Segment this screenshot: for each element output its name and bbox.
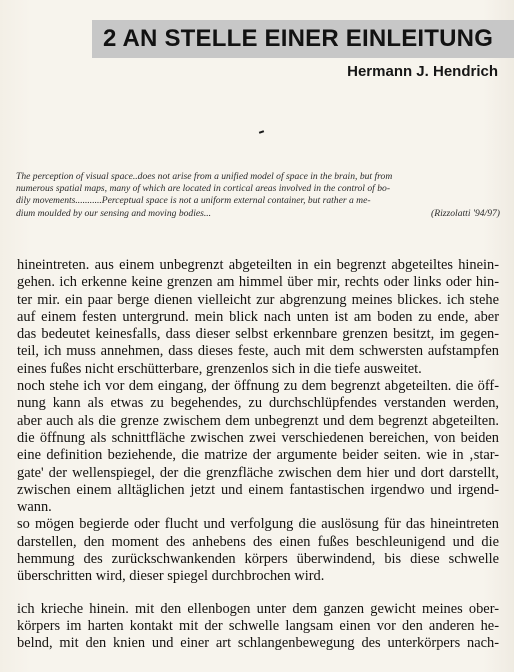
text-line: so mögen begierde oder flucht und verfolgung die auslösung für das hineintreten xyxy=(17,516,499,533)
printed-tick-mark xyxy=(259,130,264,134)
paragraph-2 xyxy=(17,378,499,516)
text-line: körpers im harten kontakt mit der schwelle langsam einen vor den anderen he- xyxy=(17,617,499,634)
quote-line: dily movements...........Perceptual space is not a uniform external container, but rather a me- xyxy=(16,195,371,207)
paragraph-1 xyxy=(17,257,499,378)
quote-line: numerous spatial maps, many of which are located in cortical areas involved in the control of bo- xyxy=(16,183,391,195)
paragraph-3 xyxy=(17,516,499,585)
quote-line: dium moulded by our sensing and moving bodies... xyxy=(16,207,212,219)
text-line: belnd, mit den knien und einer art schlangenbewegung des unterkörpers nach- xyxy=(17,635,499,652)
author-name: Hermann J. Hendrich xyxy=(347,63,498,80)
paragraph-spacer xyxy=(17,586,499,601)
text-line: auf einem festen untergrund. mein blick nach unten ist am boden zu ende, aber xyxy=(17,308,499,325)
quote-line: The perception of visual space..does not arise from a unified model of space in the brain, but from xyxy=(16,171,393,182)
text-line: die öffnung als schnittfläche zwischen zwei verschiedenen bereichen, von beiden xyxy=(17,429,499,446)
text-line: das bedeutet keinesfalls, dass dieser selbst erkennbare grenzen besitzt, im gegen- xyxy=(17,326,499,343)
text-line: darstellen, den moment des anhebens des einen fußes beschleunigend und die xyxy=(17,533,499,550)
epigraph-quote xyxy=(16,171,500,220)
paragraph-4 xyxy=(17,601,499,653)
text-line: teil, ich muss annehmen, dass dieses feste, auch mit dem schwersten aufstampfen xyxy=(17,343,499,360)
text-line: hineintreten. aus einem unbegrenzt abgeteilten in ein begrenzt abgeteiltes hinein- xyxy=(17,257,499,273)
body-text xyxy=(17,257,499,653)
text-line: ich krieche hinein. mit den ellenbogen unter dem ganzen gewicht meines ober- xyxy=(17,600,499,617)
text-line: nung kann als etwas zu begehendes, zu durchschlüpfendes verstanden werden, xyxy=(17,395,499,412)
text-line: eines fußes nicht erschütterbare, grenzenlos sich in die tiefe ausweitet. xyxy=(17,360,422,377)
text-line: gate' der wellenspiegel, der die grenzfläche zwischen dem hier und dort darstellt, xyxy=(17,464,499,481)
text-line: gehen. ich erkenne keine grenzen am himmel über mir, rechts oder links oder hin- xyxy=(17,274,499,291)
text-line: ter mir. ein paar berge dienen vielleicht zur abgrenzung meines blickes. ich stehe xyxy=(17,291,499,308)
text-line: aber auch als die grenze zwischem dem unbegrenzt und dem begrenzt abgeteilten. xyxy=(17,412,499,429)
quote-source: (Rizzolatti '94/97) xyxy=(431,207,500,219)
text-line: hemmung des zurückschwankenden körpers überwindend, bis diese schwelle xyxy=(17,551,499,568)
text-line: überschritten wird, dieser spiegel durchbrochen wird. xyxy=(17,568,325,585)
text-line: zwischen einem alltäglichen jetzt und einem fantastischen irgendwo und irgend- xyxy=(17,481,499,498)
quote-line-last xyxy=(16,208,500,220)
text-line: wann. xyxy=(17,499,52,516)
chapter-title: 2 AN STELLE EINER EINLEITUNG xyxy=(103,25,494,52)
text-line: eine definition beziehende, die matrize der argumente beider seiten. wie in ‚star- xyxy=(17,447,499,464)
text-line: noch stehe ich vor dem eingang, der öffnung zu dem begrenzt abgeteilten. die öff- xyxy=(17,378,499,395)
